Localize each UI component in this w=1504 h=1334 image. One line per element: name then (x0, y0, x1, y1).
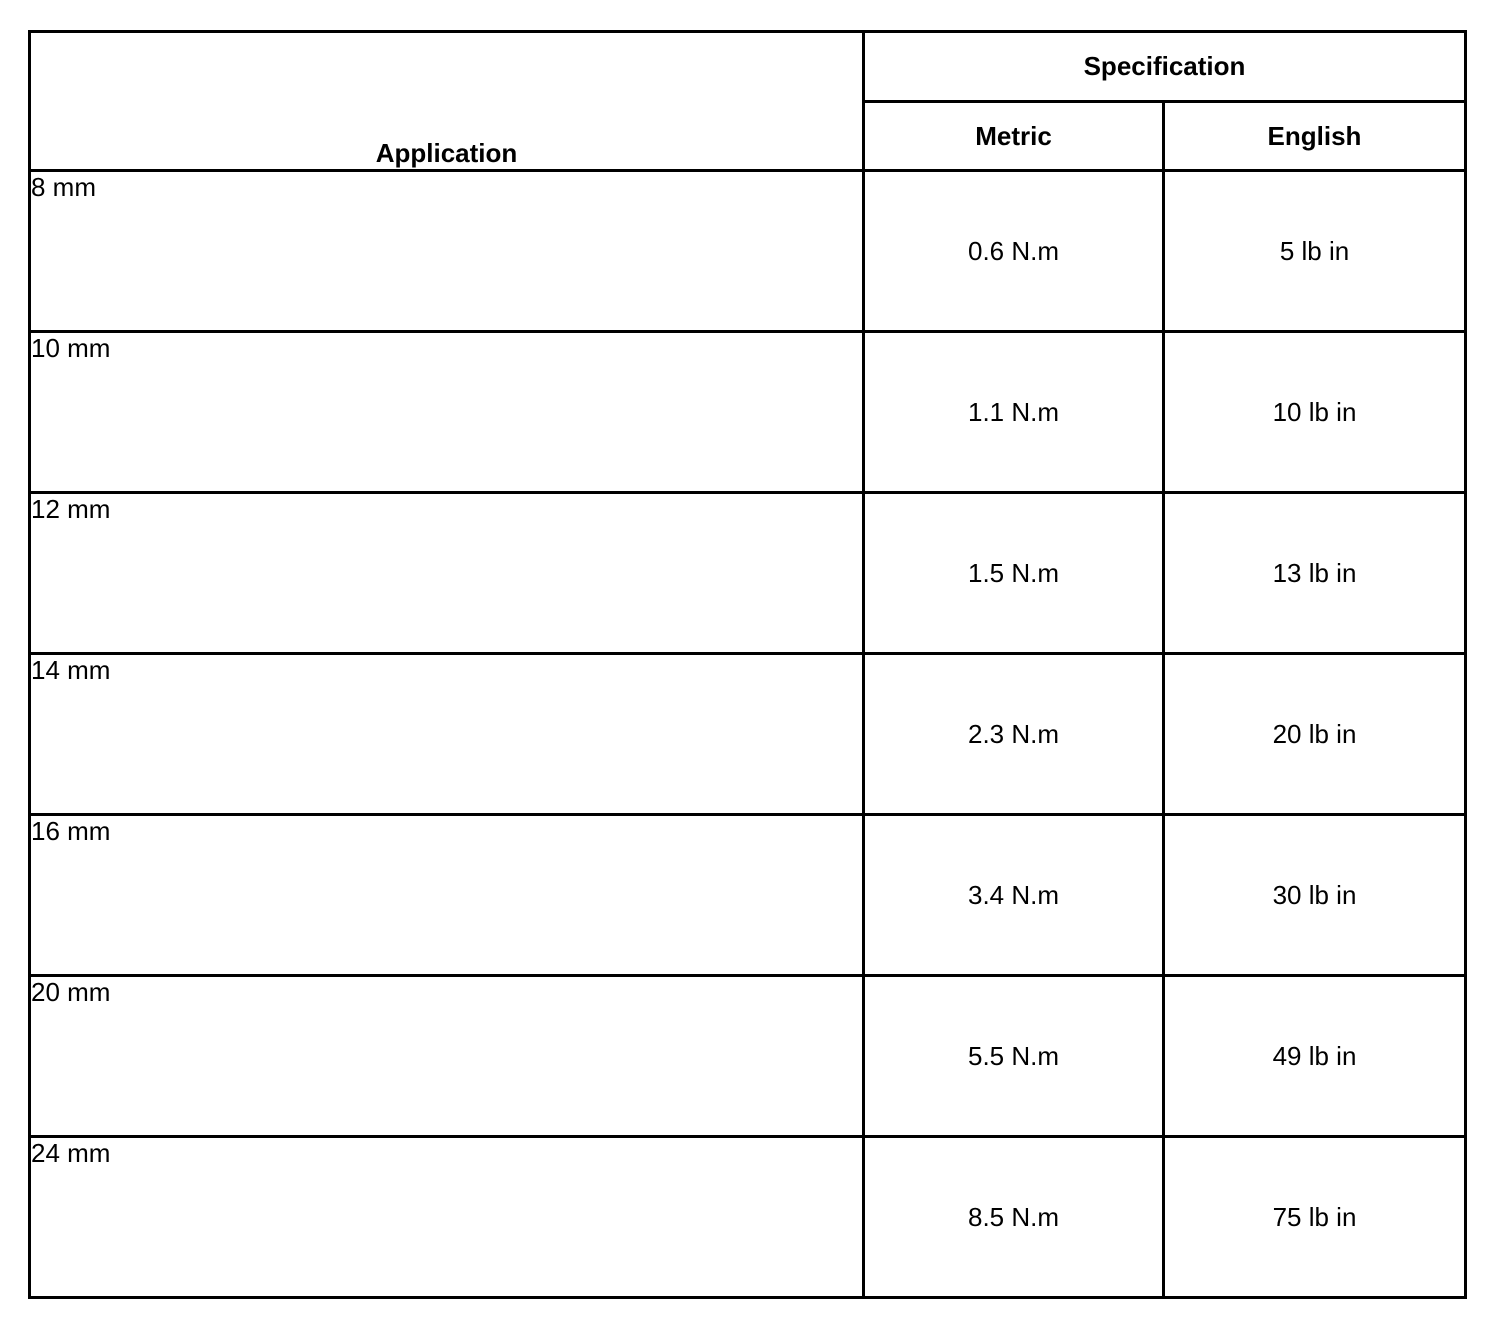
application-cell: 8 mm (30, 171, 864, 332)
torque-spec-table (28, 30, 1467, 1299)
header-row-top (30, 32, 1466, 102)
table-row (30, 1137, 1466, 1298)
english-header: English (1164, 102, 1466, 171)
table-row (30, 493, 1466, 654)
table-row (30, 815, 1466, 976)
specification-header: Specification (864, 32, 1466, 102)
application-cell: 12 mm (30, 493, 864, 654)
application-cell: 24 mm (30, 1137, 864, 1298)
english-cell: 13 lb in (1164, 493, 1466, 654)
application-cell: 14 mm (30, 654, 864, 815)
english-cell: 20 lb in (1164, 654, 1466, 815)
table-row (30, 171, 1466, 332)
application-cell: 20 mm (30, 976, 864, 1137)
application-cell: 10 mm (30, 332, 864, 493)
english-cell: 49 lb in (1164, 976, 1466, 1137)
metric-cell: 8.5 N.m (864, 1137, 1164, 1298)
metric-cell: 1.1 N.m (864, 332, 1164, 493)
english-cell: 30 lb in (1164, 815, 1466, 976)
english-cell: 10 lb in (1164, 332, 1466, 493)
table-row (30, 976, 1466, 1137)
metric-cell: 5.5 N.m (864, 976, 1164, 1137)
english-cell: 5 lb in (1164, 171, 1466, 332)
english-cell: 75 lb in (1164, 1137, 1466, 1298)
application-cell: 16 mm (30, 815, 864, 976)
metric-cell: 0.6 N.m (864, 171, 1164, 332)
table-row (30, 654, 1466, 815)
application-header: Application (30, 32, 864, 171)
metric-cell: 3.4 N.m (864, 815, 1164, 976)
metric-cell: 1.5 N.m (864, 493, 1164, 654)
metric-header: Metric (864, 102, 1164, 171)
metric-cell: 2.3 N.m (864, 654, 1164, 815)
table-row (30, 332, 1466, 493)
